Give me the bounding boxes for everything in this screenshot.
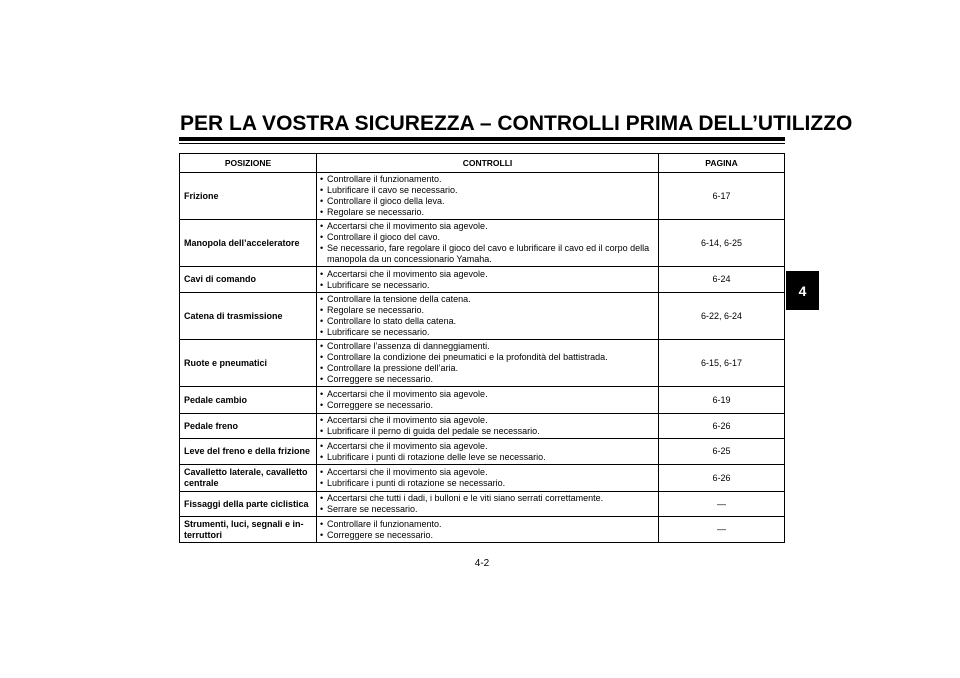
row-checks — [317, 517, 659, 543]
check-item — [320, 530, 655, 541]
check-item-text: Accertarsi che il movimento sia agevole. — [327, 467, 488, 477]
check-item — [320, 389, 655, 400]
row-page: 6-19 — [659, 387, 785, 414]
check-item — [320, 374, 655, 385]
column-header-checks: CONTROLLI — [317, 154, 659, 173]
check-item-text: Correggere se necessario. — [327, 529, 434, 540]
check-item-text: Regolare se necessario. — [327, 305, 425, 315]
check-list — [320, 415, 655, 437]
row-position: Cavalletto laterale, cavalletto centrale — [180, 465, 317, 492]
check-item — [320, 467, 655, 478]
check-item-text: Accertarsi che tutti i dadi, i bulloni e le viti siano serrati correttamente. — [327, 493, 604, 503]
table-row — [180, 492, 785, 517]
row-position: Ruote e pneumatici — [180, 340, 317, 387]
check-item-text: Correggere se necessario. — [327, 400, 434, 410]
check-item-text: Controllare il funzionamento. — [327, 174, 442, 184]
check-item-text: Correggere se necessario. — [327, 374, 434, 384]
row-page: 6-17 — [659, 173, 785, 220]
check-list — [320, 221, 655, 265]
check-item-text: Controllare la tensione della catena. — [327, 294, 471, 304]
check-item — [320, 207, 655, 218]
check-item-text: Controllare l’assenza di danneggiamenti. — [327, 341, 490, 351]
table-row — [180, 173, 785, 220]
table-row — [180, 387, 785, 414]
check-item-text: Lubrificare se necessario. — [327, 327, 430, 337]
check-list — [320, 441, 655, 463]
check-item-text: Serrare se necessario. — [327, 504, 418, 514]
row-position: Cavi di comando — [180, 267, 317, 293]
check-item — [320, 174, 655, 185]
row-checks — [317, 492, 659, 517]
row-checks — [317, 387, 659, 414]
table-row — [180, 267, 785, 293]
check-item — [320, 415, 655, 426]
check-item-text: Controllare la pressione dell’aria. — [327, 363, 459, 373]
row-page: 6-24 — [659, 267, 785, 293]
row-position: Pedale freno — [180, 414, 317, 439]
check-item — [320, 426, 655, 437]
pre-operation-checks-table — [179, 153, 785, 543]
row-page: 6-26 — [659, 414, 785, 439]
row-checks — [317, 465, 659, 492]
check-item-text: Accertarsi che il movimento sia agevole. — [327, 268, 488, 279]
check-item — [320, 504, 655, 515]
check-item-text: Controllare il gioco del cavo. — [327, 232, 441, 242]
table-header-row — [180, 154, 785, 173]
check-item-text: Accertarsi che il movimento sia agevole. — [327, 415, 488, 425]
chapter-tab: 4 — [786, 271, 819, 310]
check-list — [320, 493, 655, 515]
table-row — [180, 465, 785, 492]
row-checks — [317, 340, 659, 387]
check-item — [320, 363, 655, 374]
row-position: Pedale cambio — [180, 387, 317, 414]
row-page: 6-25 — [659, 439, 785, 465]
table-row — [180, 439, 785, 465]
check-list — [320, 294, 655, 338]
check-list — [320, 174, 655, 218]
check-list — [320, 467, 655, 489]
row-checks — [317, 439, 659, 465]
row-checks — [317, 414, 659, 439]
check-item-text: Se necessario, fare regolare il gioco del cavo e lubrificare il cavo ed il corpo della manopola da un concessionario Yamaha. — [327, 243, 650, 264]
check-item — [320, 280, 655, 291]
row-checks — [317, 267, 659, 293]
check-item-text: Regolare se necessario. — [327, 207, 425, 217]
check-item-text: Controllare la condizione dei pneumatici e la profondità del battistrada. — [327, 352, 608, 362]
row-page: — — [659, 517, 785, 543]
check-item-text: Lubrificare il perno di guida del pedale se necessario. — [327, 426, 540, 436]
table-row — [180, 293, 785, 340]
check-item — [320, 294, 655, 305]
check-item-text: Accertarsi che il movimento sia agevole. — [327, 221, 488, 231]
check-item — [320, 269, 655, 280]
check-list — [320, 341, 655, 385]
check-item — [320, 305, 655, 316]
check-item — [320, 352, 655, 363]
row-position: Frizione — [180, 173, 317, 220]
check-item-text: Controllare lo stato della catena. — [327, 316, 457, 326]
check-item — [320, 327, 655, 338]
check-item — [320, 232, 655, 243]
page-title: PER LA VOSTRA SICUREZZA – CONTROLLI PRIMA DELL’UTILIZZO — [180, 112, 853, 135]
check-item — [320, 452, 655, 463]
row-position: Catena di trasmissione — [180, 293, 317, 340]
check-item — [320, 341, 655, 352]
check-item-text: Controllare il gioco della leva. — [327, 196, 445, 206]
row-position: Fissaggi della parte ciclistica — [180, 492, 317, 517]
check-item — [320, 400, 655, 411]
row-page: 6-15, 6-17 — [659, 340, 785, 387]
check-item-text: Lubrificare il cavo se necessario. — [327, 185, 458, 195]
row-checks — [317, 293, 659, 340]
column-header-page: PAGINA — [659, 154, 785, 173]
table-body — [180, 173, 785, 543]
row-checks — [317, 173, 659, 220]
row-checks — [317, 220, 659, 267]
check-list — [320, 519, 655, 541]
check-item — [320, 441, 655, 452]
table-row — [180, 340, 785, 387]
table-row — [180, 517, 785, 543]
title-rule-thin — [179, 143, 785, 144]
check-item — [320, 185, 655, 196]
row-position: Manopola dell’acceleratore — [180, 220, 317, 267]
check-item-text: Lubrificare se necessario. — [327, 279, 430, 290]
row-page: 6-26 — [659, 465, 785, 492]
check-item — [320, 196, 655, 207]
title-rule-thick — [179, 137, 785, 141]
check-list — [320, 389, 655, 411]
check-item — [320, 493, 655, 504]
check-list — [320, 269, 655, 291]
column-header-position: POSIZIONE — [180, 154, 317, 173]
check-item-text: Accertarsi che il movimento sia agevole. — [327, 440, 488, 451]
table-row — [180, 414, 785, 439]
check-item — [320, 243, 655, 265]
check-item — [320, 221, 655, 232]
check-item-text: Lubrificare i punti di rotazione delle leve se necessario. — [327, 451, 546, 462]
check-item — [320, 478, 655, 489]
row-page: — — [659, 492, 785, 517]
row-page: 6-14, 6-25 — [659, 220, 785, 267]
check-item-text: Controllare il funzionamento. — [327, 518, 442, 529]
row-page: 6-22, 6-24 — [659, 293, 785, 340]
row-position: Strumenti, luci, segnali e in-terruttori — [180, 517, 317, 543]
check-item-text: Accertarsi che il movimento sia agevole. — [327, 389, 488, 399]
page-number: 4-2 — [474, 558, 490, 569]
check-item — [320, 519, 655, 530]
check-item-text: Lubrificare i punti di rotazione se necessario. — [327, 478, 506, 488]
row-position: Leve del freno e della frizione — [180, 439, 317, 465]
check-item — [320, 316, 655, 327]
table-row — [180, 220, 785, 267]
